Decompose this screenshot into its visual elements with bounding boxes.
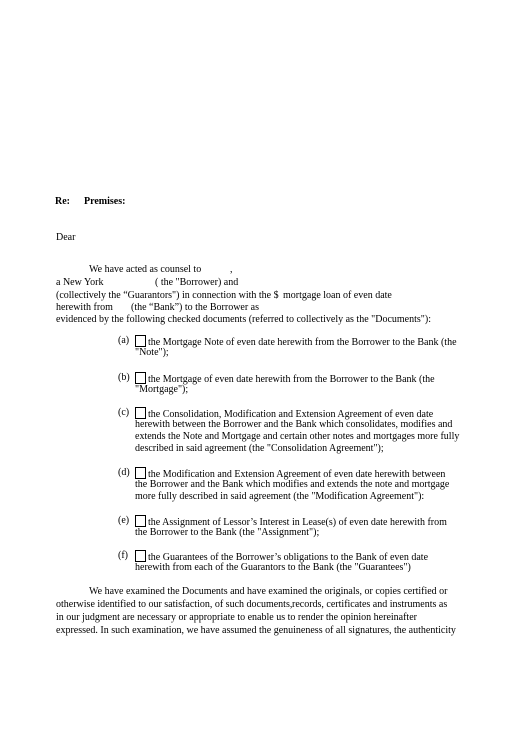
intro-line-4b: (the “Bank”) to the Borrower as	[131, 302, 260, 313]
document-item-c-text-3: extends the Note and Mortgage and certain other notes and mortgages more fully	[135, 431, 460, 442]
document-item-c-text-1: the Consolidation, Modification and Extension Agreement of even date	[148, 409, 434, 420]
intro-line-5: evidenced by the following checked documents (referred to collectively as the "Documents"):	[56, 314, 431, 325]
document-item-a-checkbox[interactable]	[135, 335, 146, 347]
salutation: Dear	[56, 232, 76, 243]
document-item-e-checkbox[interactable]	[135, 515, 146, 527]
document-item-d-text-3: more fully described in said agreement (the "Modification Agreement"):	[135, 491, 425, 502]
closing-line-1: We have examined the Documents and have examined the originals, or copies certified or	[89, 586, 448, 597]
document-item-c-checkbox[interactable]	[135, 407, 146, 419]
intro-line-3a: (collectively the “Guarantors") in connection with the $	[56, 290, 279, 301]
document-item-f-text-2: herewith from each of the Guarantors to the Bank (the "Guarantees")	[135, 562, 411, 573]
document-item-d-text-2: the Borrower and the Bank which modifies and extends the note and mortgage	[135, 479, 450, 490]
document-item-a-text-2: "Note");	[135, 347, 169, 358]
intro-line-1-comma: ,	[230, 264, 233, 275]
document-item-a-text-1: the Mortgage Note of even date herewith from the Borrower to the Bank (the	[148, 337, 457, 348]
closing-line-2a: otherwise identified to our satisfaction, of such documents,	[56, 599, 293, 610]
closing-line-2b: records, certificates and instruments as	[292, 599, 448, 610]
intro-line-3b: mortgage loan of even date	[283, 290, 392, 301]
document-item-a	[135, 335, 457, 349]
document-item-e-text-2: the Borrower to the Bank (the "Assignment");	[135, 527, 320, 538]
document-item-b-label: (b)	[118, 372, 130, 383]
premises-label: Premises:	[84, 196, 126, 207]
intro-line-2a: a New York	[56, 277, 104, 288]
document-item-b-checkbox[interactable]	[135, 372, 146, 384]
re-label: Re:	[55, 196, 70, 207]
document-item-b-text-2: "Mortgage");	[135, 384, 189, 395]
document-item-e-label: (e)	[118, 515, 130, 526]
document-item-f-text-1: the Guarantees of the Borrower’s obligations to the Bank of even date	[148, 552, 429, 563]
document-item-d-text-1: the Modification and Extension Agreement of even date herewith between	[148, 469, 446, 480]
document-item-c-label: (c)	[118, 407, 130, 418]
document-item-c-text-2: herewith between the Borrower and the Bank which consolidates, modifies and	[135, 419, 453, 430]
document-item-f-checkbox[interactable]	[135, 550, 146, 562]
intro-line-2b: ( the "Borrower) and	[155, 277, 239, 288]
document-item-d-label: (d)	[118, 467, 130, 478]
intro-line-4a: herewith from	[56, 302, 113, 313]
closing-line-4: expressed. In such examination, we have assumed the genuineness of all signatures, the authenticity	[56, 625, 456, 636]
document-item-b-text-1: the Mortgage of even date herewith from the Borrower to the Bank (the	[148, 374, 435, 385]
document-item-f-label: (f)	[118, 550, 128, 561]
closing-line-3: in our judgment are necessary or appropriate to enable us to render the opinion hereinafter	[56, 612, 417, 623]
document-item-c-text-4: described in said agreement (the "Consolidation Agreement");	[135, 443, 384, 454]
intro-line-1: We have acted as counsel to	[89, 264, 202, 275]
document-item-a-label: (a)	[118, 335, 130, 346]
document-item-e-text-1: the Assignment of Lessor’s Interest in Lease(s) of even date herewith from	[148, 517, 447, 528]
document-item-d-checkbox[interactable]	[135, 467, 146, 479]
